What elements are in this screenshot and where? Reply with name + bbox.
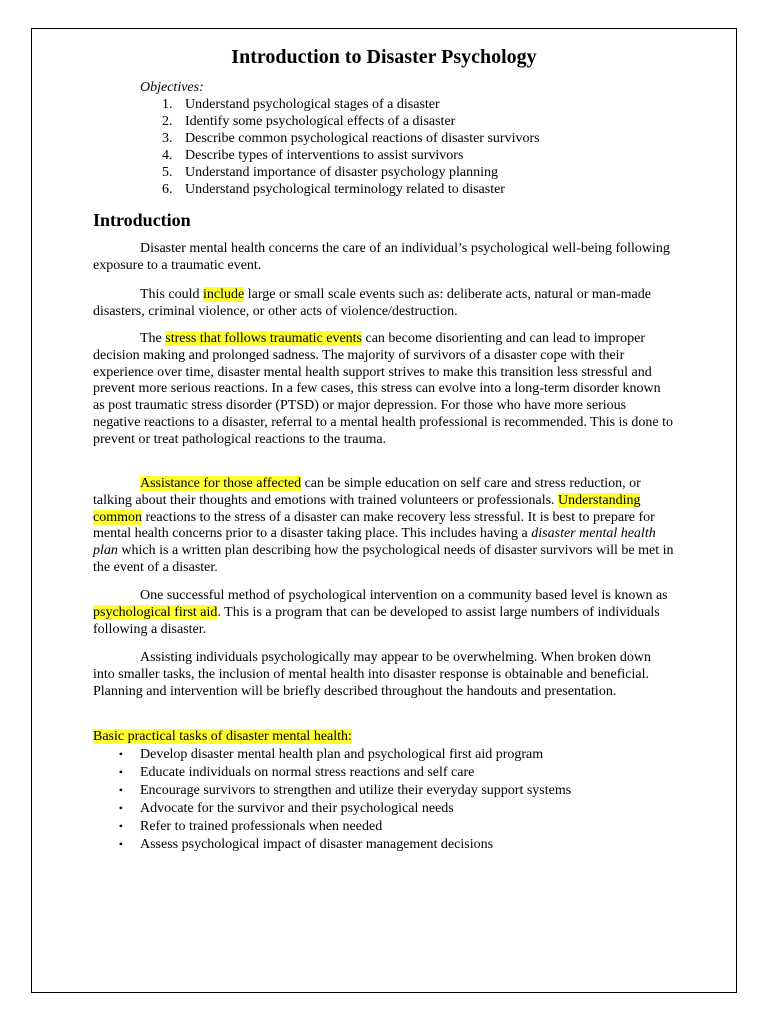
objective-item: [140, 164, 540, 181]
bullet-icon: •: [118, 800, 123, 815]
highlighted-text: psychological first aid: [93, 604, 218, 620]
task-item: [93, 746, 571, 764]
paragraph-text: [93, 331, 675, 449]
section-heading-introduction: Introduction: [93, 210, 191, 230]
highlighted-text: Basic practical tasks of disaster mental health:: [93, 729, 352, 744]
objective-item: [140, 147, 540, 164]
objective-text: Understand psychological terminology related to disaster: [185, 182, 505, 197]
objective-text: Understand psychological stages of a disaster: [185, 97, 440, 112]
objective-number: 5.: [162, 165, 173, 180]
paragraph-events: [93, 287, 675, 321]
objectives-label: Objectives:: [140, 80, 204, 95]
text-run: The: [140, 331, 166, 346]
text-run: reactions to the stress of a disaster can make recovery less stressful. It is best to prepare for mental health concerns prior to a disaster taking place. This includes having a: [93, 509, 655, 542]
text-run: large or small scale events such as: deliberate acts, natural or man-made disasters, criminal violence, or other acts of violence/destruction.: [93, 287, 651, 319]
highlighted-text: include: [203, 287, 245, 302]
paragraph-first-aid: [93, 588, 675, 638]
bullet-icon: •: [118, 782, 123, 797]
task-text: Advocate for the survivor and their psychological needs: [140, 800, 454, 816]
tasks-list: [93, 746, 571, 853]
text-run: . This is a program that can be developed to assist large numbers of individuals following a disaster.: [93, 604, 660, 637]
task-item: [93, 836, 571, 854]
paragraph-overview: [93, 650, 675, 700]
bullet-icon: •: [118, 747, 123, 761]
task-item: [93, 800, 571, 818]
objective-item: [140, 181, 540, 198]
text-run: One successful method of psychological intervention on a community based level is known as: [140, 588, 668, 603]
text-run: This could: [140, 287, 203, 302]
text-run: can become disorienting and can lead to improper decision making and prolonged sadness. The majority of survivors of a disaster cope with their experience over time, disaster mental health support strives to make this transition less stressful and prevent more serious reactions. In a few cases, this stress can evolve into a long-term disorder known as post traumatic stress disorder (PTSD) or major depression. For those who have more serious negative reactions to a disaster, referral to a mental health professional is recommended. This is done to prevent or treat pathological reactions to the trauma.: [93, 331, 673, 447]
document-title: Introduction to Disaster Psychology: [231, 46, 537, 68]
highlighted-text: stress that follows traumatic events: [165, 331, 362, 346]
paragraph-text: [93, 287, 675, 321]
paragraph-definition: [93, 241, 675, 275]
task-item: [93, 764, 571, 782]
objective-number: 2.: [162, 114, 173, 129]
bullet-icon: •: [118, 764, 123, 779]
paragraph-assistance: [93, 476, 675, 577]
objective-item: [140, 130, 540, 147]
task-item: [93, 818, 571, 836]
objective-number: 3.: [162, 131, 173, 146]
objectives-list: [140, 96, 540, 198]
paragraph-stress: [93, 331, 675, 449]
paragraph-text: Disaster mental health concerns the care of an individual’s psychological well-being following exposure to a traumatic event.: [93, 241, 670, 273]
objective-item: [140, 96, 540, 113]
objective-text: Identify some psychological effects of a disaster: [185, 114, 456, 129]
emphasized-text: disaster mental health plan: [93, 526, 656, 559]
task-text: Assess psychological impact of disaster management decisions: [140, 836, 494, 852]
paragraph-text: Assisting individuals psychologically may appear to be overwhelming. When broken down into smaller tasks, the inclusion of mental health into disaster response is obtainable and beneficial. Planning and intervention will be briefly described throughout the handouts and presentation.: [93, 650, 652, 699]
task-text: Develop disaster mental health plan and psychological first aid program: [140, 747, 544, 762]
text-run: which is a written plan describing how the psychological needs of disaster survivors will be met in the event of a disaster.: [93, 543, 674, 575]
objective-number: 1.: [162, 97, 173, 112]
task-text: Encourage survivors to strengthen and utilize their everyday support systems: [140, 782, 572, 798]
tasks-heading: [93, 728, 352, 745]
objective-number: 4.: [162, 148, 173, 163]
bullet-icon: •: [118, 818, 123, 833]
text-run: can be simple education on self care and stress reduction, or talking about their thoughts and emotions with trained volunteers or professionals.: [93, 476, 641, 508]
objective-number: 6.: [162, 182, 173, 197]
paragraph-text: [93, 588, 675, 638]
objective-text: Describe types of interventions to assist survivors: [185, 148, 464, 163]
objective-text: Understand importance of disaster psychology planning: [185, 165, 498, 180]
paragraph-text: [93, 476, 675, 577]
task-item: [93, 782, 571, 800]
objective-text: Describe common psychological reactions of disaster survivors: [185, 131, 540, 146]
highlighted-text: Understanding common: [93, 492, 641, 525]
objective-item: [140, 113, 540, 130]
task-text: Refer to trained professionals when needed: [140, 818, 383, 834]
task-text: Educate individuals on normal stress reactions and self care: [140, 764, 475, 780]
highlighted-text: Assistance for those affected: [140, 476, 302, 491]
bullet-icon: •: [118, 836, 123, 851]
